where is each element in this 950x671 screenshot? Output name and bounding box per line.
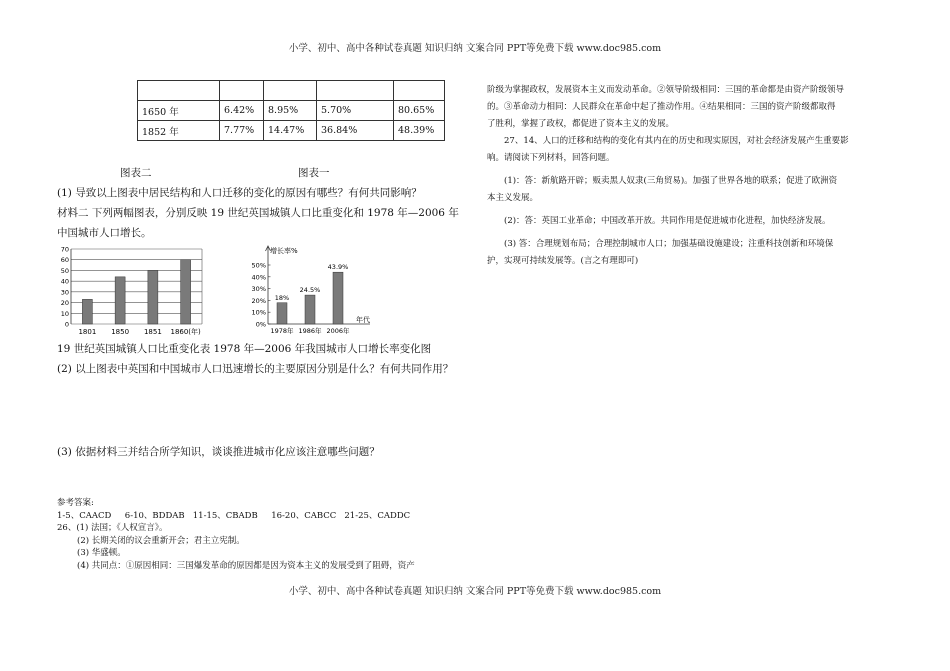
page-header: 小学、初中、高中各种试卷真题 知识归纳 文案合同 PPT等免费下载 www.doc985.com xyxy=(288,43,662,54)
bar xyxy=(148,270,158,324)
table-cell: 48.39% xyxy=(394,121,445,141)
data-label: 24.5% xyxy=(299,286,321,295)
table-cell: 80.65% xyxy=(394,101,445,121)
y-tick-label: 50 xyxy=(60,266,69,275)
right-text-line: 27、14、人口的迁移和结构的变化有其内在的历史和现实原因，对社会经济发展产生重要影 xyxy=(504,136,849,146)
x-tick-label: 1986年 xyxy=(298,327,322,335)
y-axis-label: 增长率% xyxy=(270,247,298,255)
chart-caption: 19 世纪英国城镇人口比重变化表 1978 年—2006 年我国城市人口增长率变化图 xyxy=(57,343,432,355)
x-tick-label: 1801 xyxy=(78,328,97,336)
material-2-line2: 中国城市人口增长。 xyxy=(57,227,152,239)
y-tick-label: 30 xyxy=(60,288,69,297)
population-table-wrap xyxy=(137,80,445,141)
table-cell xyxy=(138,81,220,101)
answer-line: (4) 共同点：①原因相同：三国爆发革命的原因都是因为资本主义的发展受到了阻碍，资产 xyxy=(77,560,415,571)
bar xyxy=(181,260,191,324)
china-urban-growth-chart xyxy=(240,243,380,338)
table-cell: 5.70% xyxy=(317,101,394,121)
answer-block xyxy=(57,497,477,572)
table-cell: 1852 年 xyxy=(138,121,220,141)
table-cell xyxy=(317,81,394,101)
right-text-line: 护，实现可持续发展等。(言之有理即可) xyxy=(487,256,639,266)
answer-line: 1-5、CAACD 6-10、BDDAB 11-15、CBADB 16-20、CABCC 21-25、CADDC xyxy=(57,510,411,521)
y-tick-label: 0 xyxy=(64,320,69,329)
data-label: 43.9% xyxy=(327,263,349,272)
y-tick-label: 40 xyxy=(60,277,69,286)
population-table xyxy=(137,80,445,141)
x-tick-label: 1860(年) xyxy=(170,328,201,336)
right-text-line: (1)：答：新航路开辟；贩卖黑人奴隶(三角贸易)。加强了世界各地的联系；促进了欧洲资 xyxy=(504,176,838,186)
table-cell: 36.84% xyxy=(317,121,394,141)
table-cell: 7.77% xyxy=(220,121,264,141)
material-2-line1: 材料二 下列两幅图表，分别反映 19 世纪英国城镇人口比重变化和 1978 年—2006 年 xyxy=(57,207,459,219)
x-axis-label: 年代 xyxy=(356,316,370,324)
y-tick-label: 70 xyxy=(60,245,69,254)
bar xyxy=(333,272,343,324)
right-text-line: 的。③革命动力相同：人民群众在革命中起了推动作用。④结果相同：三国的资产阶级都取得 xyxy=(487,102,836,112)
y-tick-label: 10% xyxy=(251,308,266,317)
bar xyxy=(277,303,287,324)
table-cell xyxy=(220,81,264,101)
answer-line: (2) 长期关闭的议会重新开会；君主立宪制。 xyxy=(77,535,245,546)
table-row xyxy=(138,81,445,101)
table-cell xyxy=(394,81,445,101)
table-cell: 8.95% xyxy=(264,101,317,121)
bar xyxy=(82,299,92,324)
table-cell: 1650 年 xyxy=(138,101,220,121)
table-cell: 14.47% xyxy=(264,121,317,141)
data-label: 18% xyxy=(274,293,290,302)
y-tick-label: 30% xyxy=(251,285,266,294)
right-text-line: 响。请阅读下列材料，回答问题。 xyxy=(487,153,615,163)
right-text-line: 了胜利，掌握了政权，都促进了资本主义的发展。 xyxy=(487,119,675,129)
right-text-line: 阶级为掌握政权，发展资本主义而发动革命。②领导阶级相同：三国的革命都是由资产阶级领导 xyxy=(487,85,845,95)
table-row xyxy=(138,121,445,141)
y-tick-label: 60 xyxy=(60,256,69,265)
question-2: (2) 以上图表中英国和中国城市人口迅速增长的主要原因分别是什么？有何共同作用？ xyxy=(57,363,454,375)
answer-title: 参考答案: xyxy=(57,498,94,508)
y-tick-label: 0% xyxy=(255,320,266,329)
answer-line: (3) 华盛顿。 xyxy=(77,548,126,558)
page-footer: 小学、初中、高中各种试卷真题 知识归纳 文案合同 PPT等免费下载 www.doc985.com xyxy=(288,586,662,597)
right-text-line: (2)：答：英国工业革命；中国改革开放。共同作用是促进城市化进程，加快经济发展。 xyxy=(504,216,831,226)
y-tick-label: 20 xyxy=(60,299,69,308)
y-tick-label: 20% xyxy=(251,296,266,305)
table-cell: 6.42% xyxy=(220,101,264,121)
right-text-line: 本主义发展。 xyxy=(487,193,539,203)
table-caption-right: 图表一 xyxy=(298,167,330,179)
x-tick-label: 2006年 xyxy=(326,327,350,335)
bar xyxy=(115,277,125,324)
y-tick-label: 40% xyxy=(251,273,266,282)
y-tick-label: 50% xyxy=(251,261,266,270)
question-1: (1) 导致以上图表中居民结构和人口迁移的变化的原因有哪些？有何共同影响？ xyxy=(57,187,422,199)
x-tick-label: 1850 xyxy=(111,328,130,336)
table-caption-left: 图表二 xyxy=(120,167,152,179)
right-text-line: (3) 答：合理规划布局；合理控制城市人口；加强基础设施建设；注重科技创新和环境保 xyxy=(504,239,834,249)
y-tick-label: 10 xyxy=(60,309,69,318)
table-row xyxy=(138,101,445,121)
answer-line: 26、(1) 法国；《人权宣言》。 xyxy=(57,523,168,533)
right-column xyxy=(487,82,907,270)
question-3: (3) 依据材料三并结合所学知识，谈谈推进城市化应该注意哪些问题？ xyxy=(57,446,380,458)
x-tick-label: 1978年 xyxy=(270,327,294,335)
bar xyxy=(305,295,315,324)
table-cell xyxy=(264,81,317,101)
x-tick-label: 1851 xyxy=(143,328,162,336)
uk-urban-population-chart xyxy=(57,243,207,338)
